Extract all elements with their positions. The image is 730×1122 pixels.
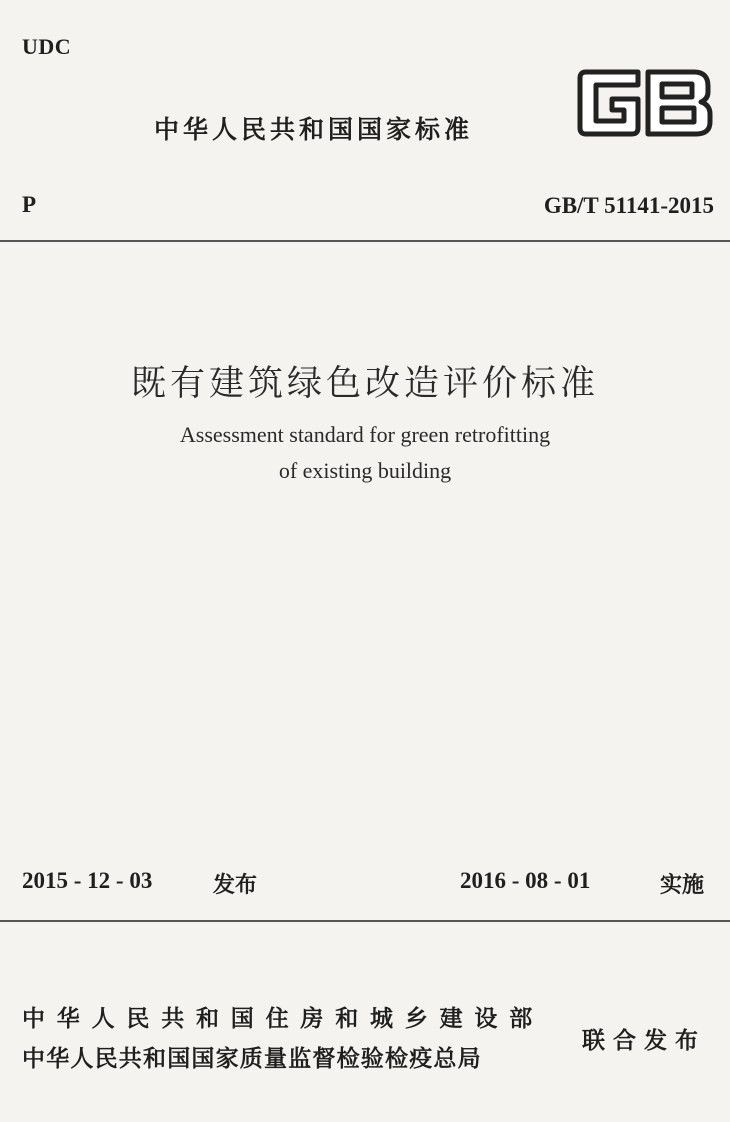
category-code: P xyxy=(22,192,37,217)
issue-label: 发布 xyxy=(213,873,258,898)
gb-logo xyxy=(574,68,716,138)
issuing-org-1: 中华人民共和国住房和城乡建设部 xyxy=(22,1006,544,1032)
standard-number: GB/T 51141-2015 xyxy=(543,193,714,218)
implementation-label: 实施 xyxy=(660,873,705,898)
gb-logo-b xyxy=(648,72,710,134)
issuing-org-2: 中华人民共和国国家质量监督检验检疫总局 xyxy=(22,1046,482,1072)
title-english-line2: of existing building xyxy=(278,458,452,483)
joint-issue-label: 联合发布 xyxy=(582,1028,706,1054)
title-chinese: 既有建筑绿色改造评价标准 xyxy=(130,364,599,403)
issue-date: 2015 - 12 - 03 xyxy=(22,868,153,893)
national-standard-heading: 中华人民共和国国家标准 xyxy=(154,115,474,144)
implementation-date: 2016 - 08 - 01 xyxy=(460,868,591,893)
udc-label: UDC xyxy=(22,34,72,59)
footer-divider xyxy=(0,920,730,922)
header-divider xyxy=(0,240,730,242)
title-english-line1: Assessment standard for green retrofitting xyxy=(179,422,551,447)
gb-logo-g xyxy=(580,72,638,134)
